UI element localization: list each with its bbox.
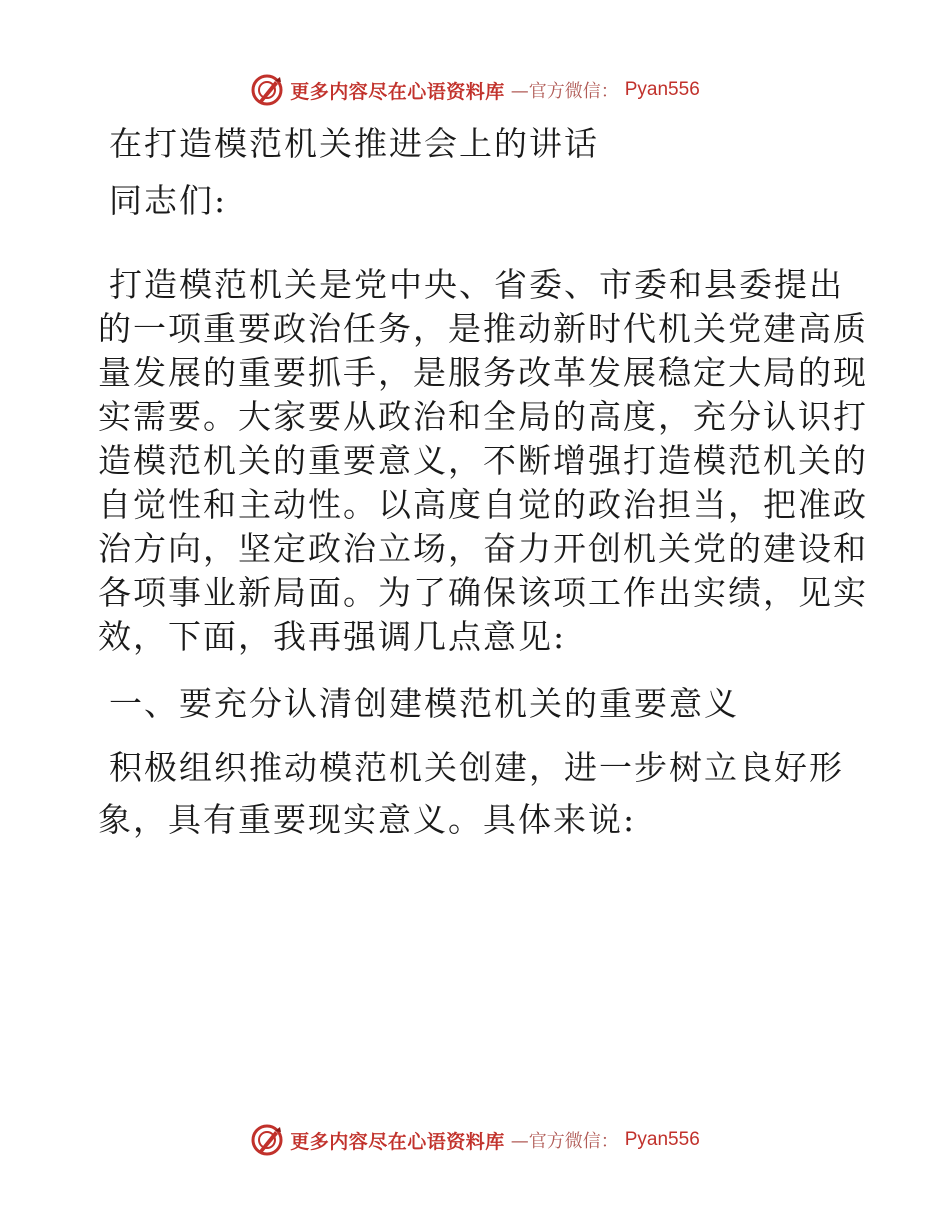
paragraph-2 <box>98 746 848 842</box>
paragraph-line: 象，具有重要现实意义。具体来说: <box>98 800 637 839</box>
brand-logo-icon <box>250 1123 284 1157</box>
watermark-text: 更多内容尽在心语资料库 <box>290 80 505 103</box>
header-watermark <box>0 70 950 110</box>
document-title: 在打造模范机关推进会上的讲话 <box>109 124 599 163</box>
watermark-separator: —官方微信： <box>510 1131 619 1152</box>
paragraph-line: 造模范机关的重要意义，不断增强打造模范机关的 <box>98 441 868 480</box>
paragraph-line: 打造模范机关是党中央、省委、市委和县委提出 <box>109 265 844 304</box>
paragraph-line: 实需要。大家要从政治和全局的高度，充分认识打 <box>98 397 868 436</box>
section-heading-1: 一、要充分认清创建模范机关的重要意义 <box>109 684 739 723</box>
document-body <box>98 122 868 842</box>
paragraph-line: 的一项重要政治任务，是推动新时代机关党建高质 <box>98 309 868 348</box>
brand-logo-icon <box>250 73 284 107</box>
paragraph-line: 自觉性和主动性。以高度自觉的政治担当，把准政 <box>98 485 868 524</box>
paragraph-line: 量发展的重要抓手，是服务改革发展稳定大局的现 <box>98 353 868 392</box>
watermark-separator: —官方微信： <box>510 81 619 102</box>
paragraph-line: 治方向，坚定政治立场，奋力开创机关党的建设和 <box>98 529 868 568</box>
salutation: 同志们: <box>109 181 228 220</box>
watermark-wechat-id: Pyan556 <box>624 1129 700 1150</box>
footer-watermark <box>0 1120 950 1160</box>
paragraph-1 <box>98 263 868 659</box>
watermark-wechat-id: Pyan556 <box>624 79 700 100</box>
paragraph-line: 各项事业新局面。为了确保该项工作出实绩，见实 <box>98 573 868 612</box>
watermark-text: 更多内容尽在心语资料库 <box>290 1130 505 1153</box>
paragraph-line: 效，下面，我再强调几点意见: <box>98 617 567 656</box>
paragraph-line: 积极组织推动模范机关创建，进一步树立良好形 <box>109 748 844 787</box>
